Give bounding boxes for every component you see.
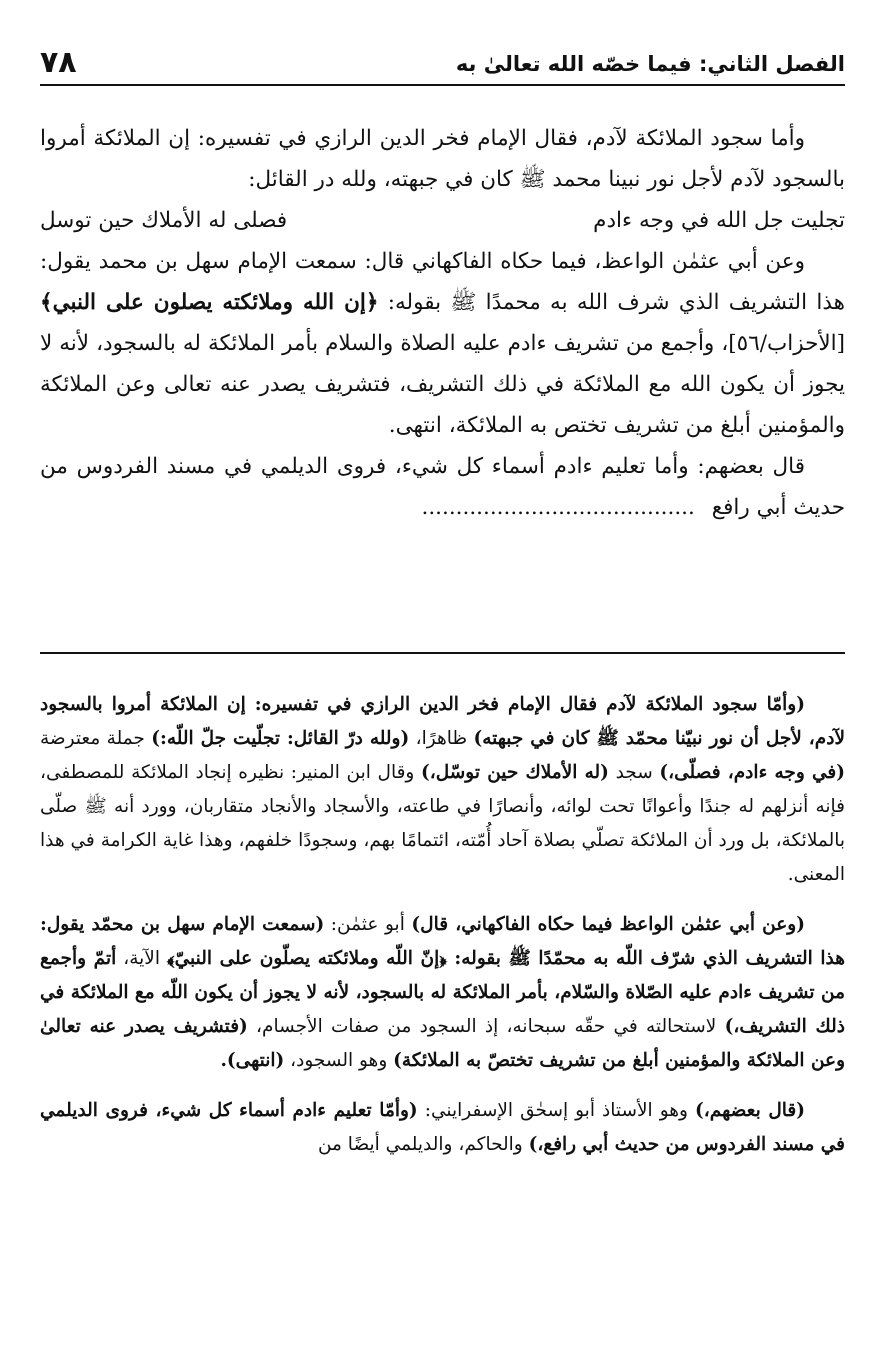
quran-quote: ﴿إن الله وملائكته يصلون على النبي﴾ xyxy=(40,290,379,315)
commentary-paragraph-3 xyxy=(40,1094,845,1162)
commentary-note: الآية، xyxy=(116,948,168,969)
main-paragraph-2-intro: وعن أبي عثمٰن الواعظ، فيما حكاه الفاكهاني قال: سمعت الإمام سهل بن محمد يقول: هذا التشريف الذي شرف الله به محمدًا ﷺ بقوله: xyxy=(40,249,845,315)
commentary-text xyxy=(40,688,845,1178)
book-page xyxy=(40,0,845,1359)
commentary-note: أبو عثمٰن: xyxy=(324,914,412,935)
verse-first-hemistich: تجليت جل الله في وجه ءادم xyxy=(593,208,845,233)
main-paragraph-2 xyxy=(40,241,845,446)
quoted-main-text: (قال بعضهم،) xyxy=(695,1100,805,1121)
quoted-main-text: (وعن أبي عثمٰن الواعظ فيما حكاه الفاكهاني، قال) xyxy=(411,914,805,935)
page-number: ٧٨ xyxy=(40,45,77,80)
commentary-paragraph-1 xyxy=(40,688,845,892)
ellipsis-dots: ........................................ xyxy=(421,495,695,520)
quoted-main-text: (له الأملاك حين توسّل،) xyxy=(421,762,609,783)
commentary-note: جملة معترضة xyxy=(40,728,152,749)
quoted-main-text: (فتشريف يصدر عنه تعالىٰ وعن الملائكة والمؤمنين أبلغ من تشريف تختصّ به الملائكة) xyxy=(40,1016,845,1071)
main-paragraph-3-text: قال بعضهم: وأما تعليم ءادم أسماء كل شيء، فروى الديلمي في مسند الفردوس من حديث أبي رافع xyxy=(40,454,845,520)
running-title: الفصل الثاني: فيما خصّه الله تعالىٰ به xyxy=(455,52,845,76)
commentary-note: وهو الأستاذ أبو إسحٰق الإسفرايني: xyxy=(417,1100,696,1121)
page-header xyxy=(40,42,845,86)
commentary-note: والحاكم، والديلمي أيضًا من xyxy=(317,1134,529,1155)
section-divider xyxy=(40,652,845,654)
quoted-main-text: (وأمّا سجود الملائكة لآدم فقال الإمام فخر الدين الرازي في تفسيره: إن الملائكة أمروا بالسجود لآدم، لأجل أن نور نبيّنا محمّد ﷺ كان في جبهته) xyxy=(40,694,846,749)
commentary-note: وقال ابن المنير: نظيره إنجاد الملائكة للمصطفى، فإنه أنزلهم له جندًا وأعوانًا تحت لوائه، وأنصارًا في طاعته، والأسجاد والأنجاد متقاربان، وورد أنه ﷺ صلّى بالملائكة، بل ورد أن الملائكة تصلّي بصلاة آحاد أُمّته، ائتمامًا بهم، وسجودًا خلفهم، وهذا غاية الكرامة في هذا المعنى. xyxy=(40,762,845,885)
quoted-main-text: (سمعت الإمام سهل بن محمّد يقول: هذا التشريف الذي شرّف اللّه به محمّدًا ﷺ بقوله: ﴿إنّ اللّه وملائكته يصلّون على النبيّ﴾ xyxy=(40,914,846,969)
main-paragraph-2-rest: [الأحزاب/٥٦]، وأجمع من تشريف ءادم عليه الصلاة والسلام بأمر الملائكة له بالسجود، لأنه لا يجوز أن يكون الله مع الملائكة في ذلك التشريف، فتشريف يصدر عنه تعالى وعن الملائكة والمؤمنين أبلغ من تشريف تختص به الملائكة، انتهى. xyxy=(40,331,845,438)
quoted-main-text: (وأمّا تعليم ءادم أسماء كل شيء، فروى الديلمي في مسند الفردوس من حديث أبي رافع،) xyxy=(40,1100,845,1155)
commentary-note: سجد xyxy=(608,762,660,783)
quoted-main-text: أتمّ وأجمع من تشريف ءادم عليه الصّلاة والسّلام، بأمر الملائكة له بالسجود، لأنه لا يجوز أن يكون اللّه مع الملائكة في ذلك التشريف،) xyxy=(39,948,845,1037)
commentary-note: وهو السجود، xyxy=(284,1050,394,1071)
main-paragraph-3 xyxy=(40,446,845,528)
commentary-note: لاستحالته في حقّه سبحانه، إذ السجود من صفات الأجسام، xyxy=(247,1016,725,1037)
quoted-main-text: (ولله درّ القائل: تجلّيت جلّ اللّه:) xyxy=(151,728,410,749)
main-text xyxy=(40,118,845,528)
quoted-main-text: (في وجه ءادم، فصلّى،) xyxy=(659,762,845,783)
verse-second-hemistich: فصلى له الأملاك حين توسل xyxy=(40,208,288,233)
poetry-verse xyxy=(40,200,845,241)
commentary-paragraph-2 xyxy=(40,908,845,1078)
quoted-main-text: (انتهى). xyxy=(220,1050,285,1071)
main-paragraph-1: وأما سجود الملائكة لآدم، فقال الإمام فخر الدين الرازي في تفسيره: إن الملائكة أمروا بالسجود لآدم لأجل نور نبينا محمد ﷺ كان في جبهته، ولله در القائل: xyxy=(40,126,845,192)
commentary-note: ظاهرًا، xyxy=(409,728,474,749)
